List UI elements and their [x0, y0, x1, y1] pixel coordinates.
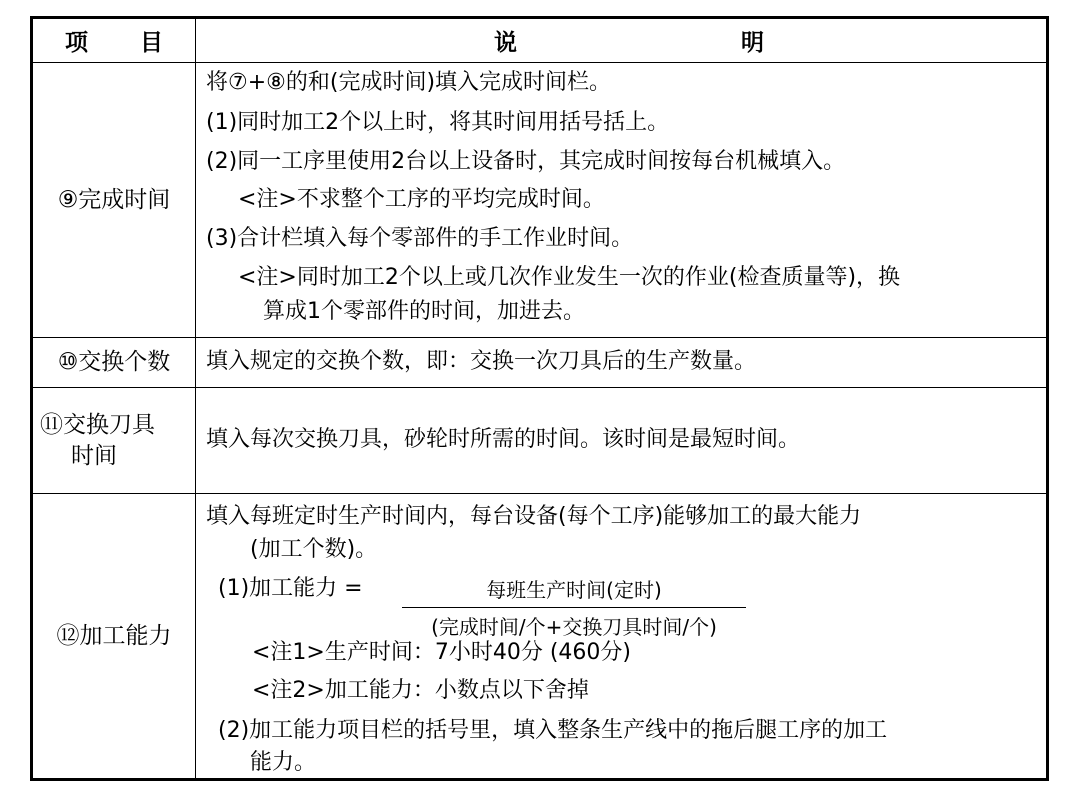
text-line: 填入每班定时生产时间内，每台设备(每个工序)能够加工的最大能力 — [206, 504, 862, 529]
item-tool-change-time-line1: ⑪交换刀具 — [40, 411, 155, 438]
text-line: <注1>生产时间：7小时40分 (460分) — [252, 640, 632, 665]
table-row-processing-capacity — [33, 494, 1046, 778]
table-header — [33, 19, 1046, 63]
table-row-exchange-count — [33, 338, 1046, 388]
header-description-char2: 明 — [741, 30, 764, 56]
item-exchange-count: ⑩交换个数 — [57, 349, 171, 375]
text-line: <注2>加工能力：小数点以下舍掉 — [252, 678, 589, 703]
text-line: <注>不求整个工序的平均完成时间。 — [238, 187, 605, 212]
text-line: (2)同一工序里使用2台以上设备时，其完成时间按每台机械填入。 — [206, 149, 846, 174]
fraction-bar — [402, 607, 746, 608]
text-line: 填入每次交换刀具，砂轮时所需的时间。该时间是最短时间。 — [206, 427, 801, 452]
desc-exchange-count — [196, 338, 1046, 387]
column-divider — [195, 19, 196, 778]
text-line: 能力。 — [250, 750, 317, 775]
item-tool-change-time-line2: 时间 — [71, 442, 117, 469]
item-processing-capacity: ⑫加工能力 — [56, 622, 172, 649]
desc-completion-time — [196, 63, 1046, 337]
text-line: <注>同时加工2个以上或几次作业发生一次的作业(检查质量等)，换 — [238, 265, 901, 290]
desc-processing-capacity — [196, 494, 1046, 778]
table-row-completion-time — [33, 63, 1046, 338]
header-description — [196, 19, 1046, 62]
spec-table — [30, 16, 1049, 781]
formula-numerator: 每班生产时间(定时) — [486, 578, 662, 602]
item-completion-time: ⑨完成时间 — [57, 186, 171, 213]
text-line: (加工个数)。 — [250, 537, 378, 562]
formula-denominator: (完成时间/个+交换刀具时间/个) — [431, 615, 717, 639]
text-line: (1)同时加工2个以上时，将其时间用括号括上。 — [206, 110, 670, 135]
header-description-char1: 说 — [494, 30, 517, 56]
text-line: 算成1个零部件的时间，加进去。 — [263, 299, 585, 324]
item-tool-change-time — [33, 388, 202, 493]
formula-label: (1)加工能力 = — [218, 576, 363, 601]
text-line: (3)合计栏填入每个零部件的手工作业时间。 — [206, 226, 634, 251]
text-line: 将⑦+⑧的和(完成时间)填入完成时间栏。 — [206, 70, 612, 95]
text-line: (2)加工能力项目栏的括号里，填入整条生产线中的拖后腿工序的加工 — [218, 718, 888, 743]
desc-tool-change-time — [196, 388, 1046, 493]
table-row-tool-change-time — [33, 388, 1046, 494]
text-line: 填入规定的交换个数，即：交换一次刀具后的生产数量。 — [206, 349, 757, 374]
header-item: 项 目 — [64, 30, 185, 56]
